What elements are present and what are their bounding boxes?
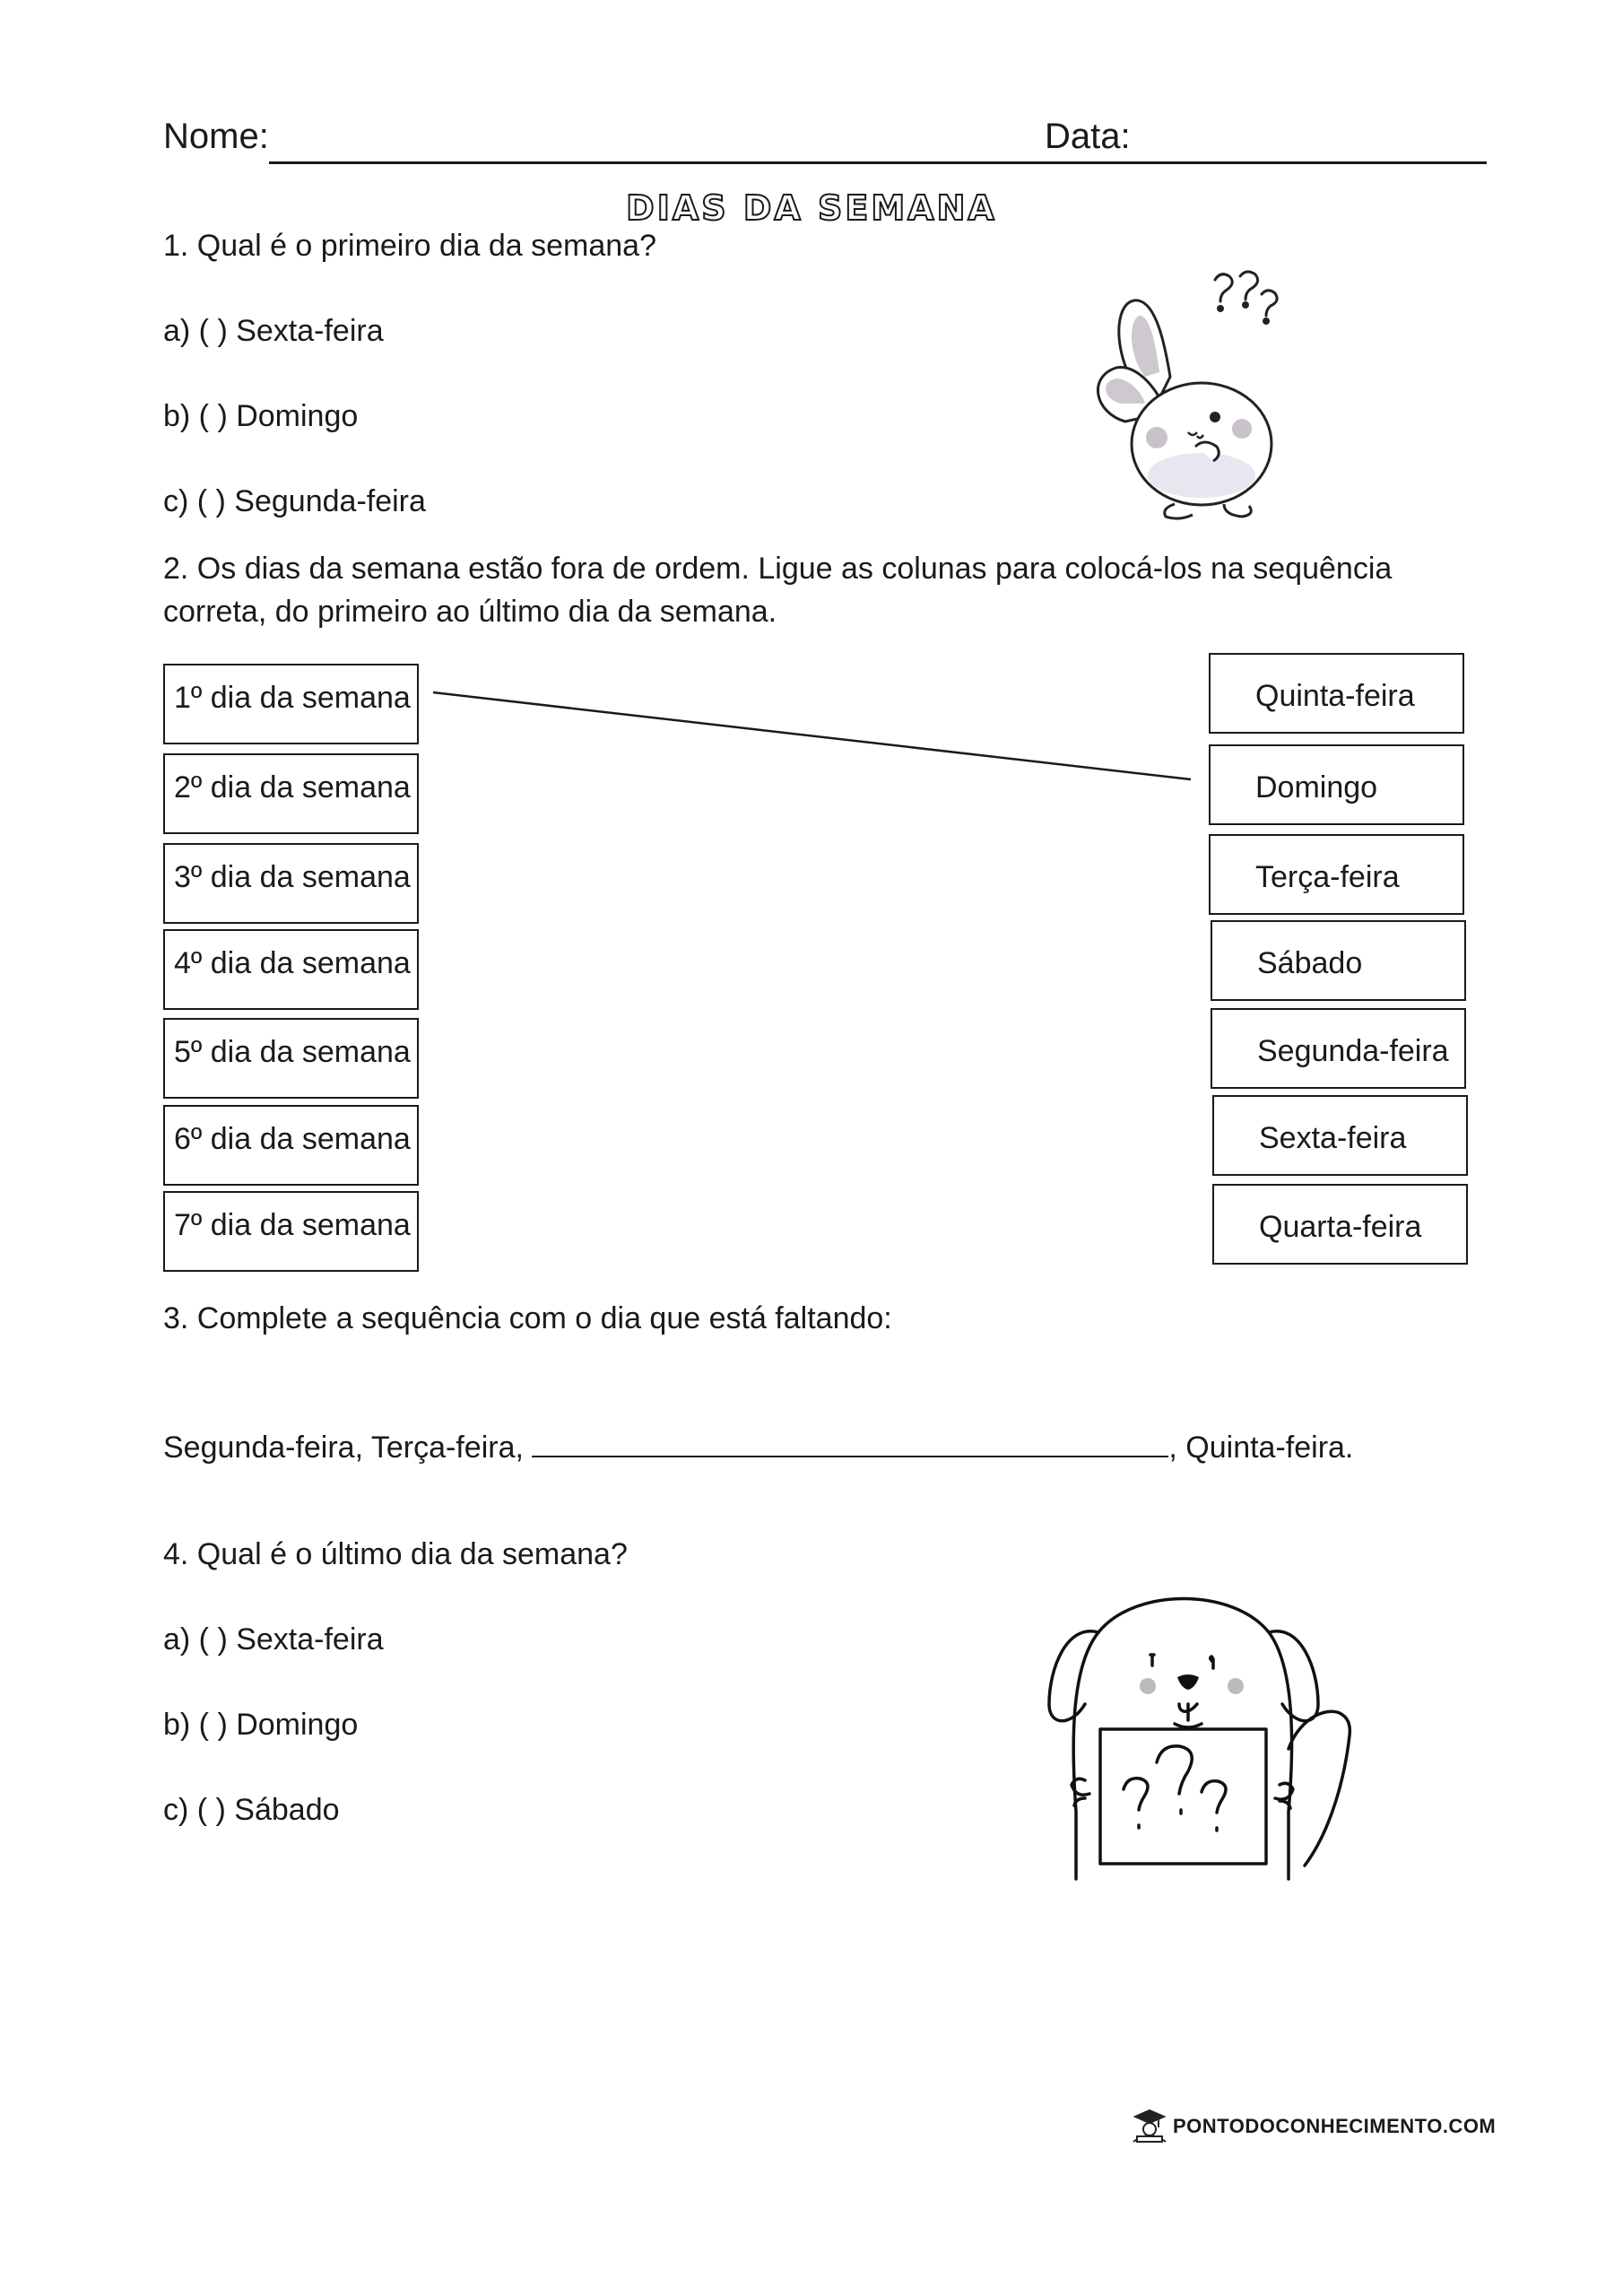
left-box-1[interactable]: 1º dia da semana (163, 664, 419, 744)
left-box-5[interactable]: 5º dia da semana (163, 1018, 419, 1099)
q4-option-b[interactable]: b) ( ) Domingo (163, 1708, 359, 1742)
graduate-logo-icon (1130, 2108, 1169, 2144)
right-box-5[interactable]: Segunda-feira (1211, 1008, 1466, 1089)
q3-answer-blank[interactable] (532, 1429, 1168, 1457)
q1-option-a[interactable]: a) ( ) Sexta-feira (163, 314, 384, 348)
left-box-6[interactable]: 6º dia da semana (163, 1105, 419, 1186)
right-box-2[interactable]: Domingo (1209, 744, 1464, 825)
right-box-1[interactable]: Quinta-feira (1209, 653, 1464, 734)
left-box-3[interactable]: 3º dia da semana (163, 843, 419, 924)
left-box-2[interactable]: 2º dia da semana (163, 753, 419, 834)
left-box-4[interactable]: 4º dia da semana (163, 929, 419, 1010)
right-box-3[interactable]: Terça-feira (1209, 834, 1464, 915)
q4-option-a[interactable]: a) ( ) Sexta-feira (163, 1622, 384, 1657)
q3-prefix: Segunda-feira, Terça-feira, (163, 1431, 524, 1465)
q4-option-c[interactable]: c) ( ) Sábado (163, 1793, 340, 1827)
right-box-7[interactable]: Quarta-feira (1212, 1184, 1468, 1265)
right-box-4[interactable]: Sábado (1211, 920, 1466, 1001)
q3-suffix: , Quinta-feira. (1168, 1431, 1354, 1465)
q1-option-b[interactable]: b) ( ) Domingo (163, 399, 359, 433)
question-3: 3. Complete a sequência com o dia que está faltando: (163, 1301, 892, 1335)
confused-bunny-icon (1089, 269, 1314, 520)
question-1: 1. Qual é o primeiro dia da semana? (163, 229, 656, 263)
left-box-7[interactable]: 7º dia da semana (163, 1191, 419, 1272)
right-box-6[interactable]: Sexta-feira (1212, 1095, 1468, 1176)
dog-with-question-sign-icon (1045, 1570, 1358, 1883)
q1-option-c[interactable]: c) ( ) Segunda-feira (163, 484, 426, 518)
page-title: DIAS DA SEMANA (626, 188, 997, 228)
question-2-line-2: correta, do primeiro ao último dia da semana. (163, 595, 777, 629)
name-date-underline[interactable] (269, 161, 1487, 164)
question-4: 4. Qual é o último dia da semana? (163, 1537, 628, 1571)
name-label: Nome: (163, 117, 269, 156)
q3-sequence (163, 1429, 1353, 1465)
date-label: Data: (1045, 117, 1131, 156)
question-2-line-1: 2. Os dias da semana estão fora de ordem. Ligue as colunas para colocá-los na sequência (163, 552, 1393, 586)
footer-site[interactable]: PONTODOCONHECIMENTO.COM (1173, 2115, 1497, 2137)
